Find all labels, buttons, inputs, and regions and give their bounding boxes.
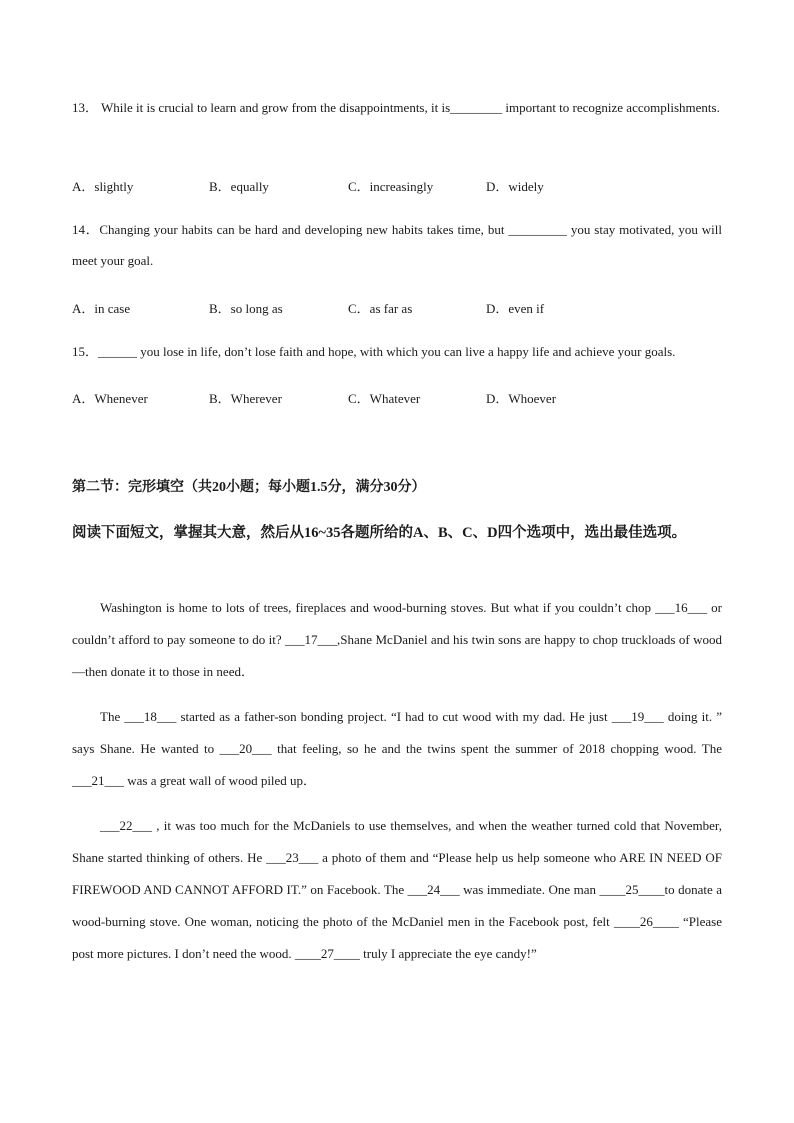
option-b: B．equally bbox=[209, 179, 269, 194]
question-14 bbox=[72, 214, 722, 276]
option-c: C．as far as bbox=[348, 301, 413, 316]
option-d: D．Whoever bbox=[486, 391, 557, 406]
option-a: A．in case bbox=[72, 301, 131, 316]
passage-paragraph: Washington is home to lots of trees, fireplaces and wood-burning stoves. But what if you couldn’t chop ___16___ or couldn’t afford to pay someone to do it? ___17___,Shane McDaniel and his twin sons are happy to chop truckloads of wood—then donate it to those in need． bbox=[72, 600, 722, 679]
passage-paragraph: ___22___ , it was too much for the McDaniels to use themselves, and when the weather turned cold that November, Shane started thinking of others. He ___23___ a photo of them and “Please help us help someone who ARE IN NEED OF FIREWOOD AND CANNOT AFFORD IT.” on Facebook. The ___24___ was immediate. One man ____25____to donate a wood-burning stove. One woman, noticing the photo of the McDaniel men in the Facebook post, felt ____26____ “Please post more pictures. I don’t need the wood. ____27____ truly I appreciate the eye candy!” bbox=[72, 818, 722, 961]
option-c: C．increasingly bbox=[348, 179, 434, 194]
question-14-options bbox=[72, 298, 722, 318]
section-title: 第二节：完形填空（共20小题；每小题1.5分，满分30分） bbox=[72, 480, 426, 495]
question-13 bbox=[72, 92, 722, 123]
option-b: B．Wherever bbox=[209, 391, 282, 406]
option-d: D．even if bbox=[486, 301, 545, 316]
option-c: C．Whatever bbox=[348, 391, 421, 406]
question-stem: 14．Changing your habits can be hard and developing new habits takes time, but _________ you stay motivated, you will meet your goal. bbox=[72, 222, 722, 268]
option-a: A．slightly bbox=[72, 179, 134, 194]
question-13-options bbox=[72, 176, 722, 196]
question-15 bbox=[72, 336, 722, 367]
question-stem: 15．______ you lose in life, don’t lose faith and hope, with which you can live a happy life and achieve your goals. bbox=[72, 344, 676, 359]
passage-paragraph: The ___18___ started as a father-son bonding project. “I had to cut wood with my dad. He just ___19___ doing it. ” says Shane. He wanted to ___20___ that feeling, so he and the twins spent the summer of 2018 chopping wood. The ___21___ was a great wall of wood piled up． bbox=[72, 709, 722, 788]
option-b: B．so long as bbox=[209, 301, 283, 316]
option-a: A．Whenever bbox=[72, 391, 148, 406]
question-stem: 13． While it is crucial to learn and grow from the disappointments, it is________ important to recognize accomplishments. bbox=[72, 100, 720, 115]
section-instruction: 阅读下面短文，掌握其大意，然后从16~35各题所给的A、B、C、D四个选项中，选出最佳选项。 bbox=[72, 525, 687, 541]
option-d: D．widely bbox=[486, 179, 544, 194]
question-15-options bbox=[72, 388, 722, 408]
